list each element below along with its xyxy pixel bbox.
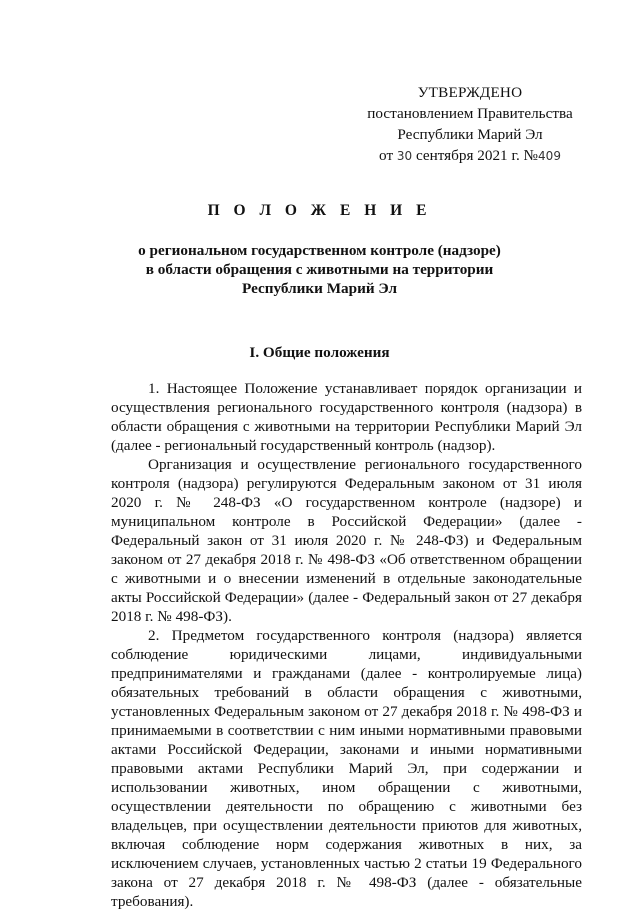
subtitle-line-3: Республики Марий Эл	[242, 280, 397, 297]
approval-stamp	[340, 82, 600, 167]
approval-line-1: постановлением Правительства	[367, 105, 573, 122]
approval-title: УТВЕРЖДЕНО	[417, 84, 523, 101]
paragraph-2: Организация и осуществление регионального государственного контроля (надзора) регулируются Федеральным законом от 31 июля 2020 г. № 248-ФЗ «О государственном контроле (надзоре) и муниципальном контроле в Российской Федерации» (далее - Федеральный закон от 31 июля 2020 г. № 248-ФЗ) и Федеральным законом от 27 декабря 2018 г. № 498-ФЗ «Об ответственном обращении с животными и о внесении изменений в отдельные законодательные акты Российской Федерации» (далее - Федеральный закон от 27 декабря 2018 г. № 498-ФЗ).	[111, 456, 582, 625]
document-title: П О Л О Ж Е Н И Е	[207, 202, 432, 219]
approval-date	[340, 145, 600, 167]
approval-line-2: Республики Марий Эл	[397, 126, 543, 143]
approval-number: 409	[538, 149, 561, 163]
approval-date-rest: сентября 2021 г. №	[415, 147, 539, 164]
approval-day: 30	[396, 149, 413, 163]
paragraph-3: 2. Предметом государственного контроля (надзора) является соблюдение юридическими лицами, индивидуальными предпринимателями и гражданами (далее - контролируемые лица) обязательных требований в области обращения с животными, установленных Федеральным законом от 27 декабря 2018 г. № 498-ФЗ и принимаемыми в соответствии с ним иными нормативными правовыми актами Российской Федерации, законами и иными нормативными правовыми актами Республики Марий Эл, при содержании и использовании животных, ином обращении с животными, осуществлении деятельности по обращению с животными без владельцев, при осуществлении деятельности приютов для животных, включая соблюдение норм содержания животных в них, за исключением случаев, установленных частью 2 статьи 19 Федерального закона от 27 декабря 2018 г. № 498-ФЗ (далее - обязательные требования).	[111, 627, 582, 910]
document-body	[111, 379, 582, 911]
document-subtitle	[60, 241, 579, 298]
paragraph-1: 1. Настоящее Положение устанавливает порядок организации и осуществления регионального государственного контроля (надзора) в области обращения с животными на территории Республики Марий Эл (далее - региональный государственный контроль (надзор).	[111, 380, 582, 454]
subtitle-line-1: о региональном государственном контроле (надзоре)	[138, 242, 501, 259]
section-heading: I. Общие положения	[249, 344, 390, 361]
approval-date-prefix: от	[379, 147, 394, 164]
subtitle-line-2: в области обращения с животными на территории	[145, 261, 494, 278]
